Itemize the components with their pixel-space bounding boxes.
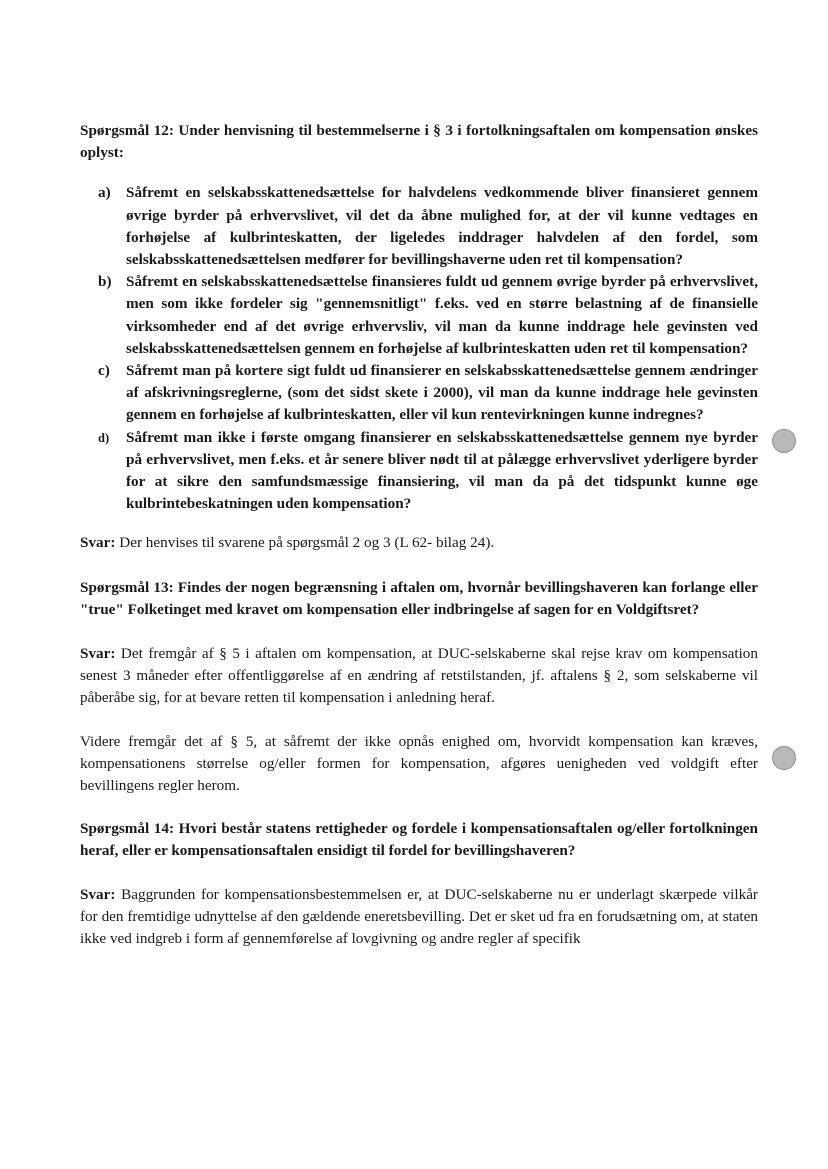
answer-14-text: Baggrunden for kompensationsbestemmelsen er, at DUC-selskaberne nu er underlagt skærpede vilkår for den fremtidige udnyttelse af den gældende eneretsbevilling. Det er sket ud fra en forudsætning om, at staten ikke ved indgreb i form af gennemførelse af lovgivning og andre regler af specifik — [80, 885, 758, 948]
punch-hole-lower — [772, 746, 796, 770]
subquestion-b-text: Såfremt en selskabsskattenedsættelse finansieres fuldt ud gennem øvrige byrder på erhvervslivet, men som ikke fordeler sig "gennemsnitligt" f.eks. ved en større belastning af de finansielle virksomheder end af det øvrige erhvervsliv, vil man da kunne inddrage hele gevinsten ved selskabsskattenedsættelsen gennem en forhøjelse af kulbrinteskatten uden ret til kompensation? — [126, 273, 758, 357]
subquestion-a-text: Såfremt en selskabsskattenedsættelse for halvdelens vedkommende bliver finansieret gennem øvrige byrder på erhvervslivet, vil det da åbne mulighed for, at der vil kunne vedtages en forhøjelse af kulbrinteskatten, der ligeledes inddrager halvdelen af den fordel, som selskabsskattenedsættelsen medfører for bevillingshaverne uden ret til kompensation? — [126, 184, 758, 269]
answer-13-label: Svar: — [80, 645, 116, 663]
subquestion-d-text: Såfremt man ikke i første omgang finansierer en selskabsskattenedsættelse gennem nye byrder på erhvervslivet, men f.eks. et år senere bliver nødt til at pålægge erhvervslivet yderligere byrder for at sikre den samfundsmæssige finansiering, vil man da på det tidspunkt kunne øge kulbrintebeskatningen uden kompensation? — [126, 428, 758, 513]
question-13 — [80, 577, 758, 621]
question-12-text: Under henvisning til bestemmelserne i § 3 i fortolkningsaftalen om kompensation ønskes oplyst: — [80, 122, 758, 162]
answer-14 — [80, 884, 758, 951]
question-12-subquestions — [80, 182, 758, 515]
subquestion-c — [80, 360, 758, 427]
question-14-label: Spørgsmål 14: — [80, 820, 175, 838]
answer-14-label: Svar: — [80, 885, 116, 903]
subquestion-b-letter: b) — [98, 273, 112, 291]
question-14-text: Hvori består statens rettigheder og fordele i kompensationsaftalen og/eller fortolkningen heraf, eller er kompensationsaftalen ensidigt til fordel for bevillingshaveren? — [80, 820, 758, 860]
subquestion-d-letter: d) — [98, 430, 110, 445]
question-12-label: Spørgsmål 12: — [80, 122, 174, 139]
answer-12-label: Svar: — [80, 534, 116, 552]
punch-hole-upper — [772, 429, 796, 453]
subquestion-c-letter: c) — [98, 362, 110, 380]
answer-12-text: Der henvises til svarene på spørgsmål 2 og 3 (L 62- bilag 24). — [115, 534, 495, 552]
answer-13 — [80, 643, 758, 710]
subquestion-b — [80, 271, 758, 360]
document-body — [80, 120, 758, 950]
subquestion-a-letter: a) — [98, 184, 111, 202]
question-13-label: Spørgsmål 13: — [80, 578, 174, 596]
question-13-text: Findes der nogen begrænsning i aftalen om, hvornår bevillingshaveren kan forlange eller "true" Folketinget med kravet om kompensation eller indbringelse af sagen for en Voldgiftsret? — [80, 578, 758, 618]
answer-13-continued-text: Videre fremgår det af § 5, at såfremt der ikke opnås enighed om, hvorvidt kompensation kan kræves, kompensationens størrelse og/eller formen for kompensation, afgøres uenigheden ved voldgift efter bevillingens regler herom. — [80, 732, 758, 795]
answer-13-text: Det fremgår af § 5 i aftalen om kompensation, at DUC-selskaberne skal rejse krav om kompensation senest 3 måneder efter offentliggørelse af en ændring af retstilstanden, jf. aftalens § 2, som selskaberne vil påberåbe sig, for at bevare retten til kompensation i anledning heraf. — [80, 645, 758, 707]
question-12 — [80, 120, 758, 164]
subquestion-c-text: Såfremt man på kortere sigt fuldt ud finansierer en selskabsskattenedsættelse gennem ændringer af afskrivningsreglerne, (som det sidst skete i 2000), vil man da kunne inddrage hele gevinsten gennem en forhøjelse af kulbrinteskatten, eller vil kun rentevirkningen kunne indregnes? — [126, 362, 758, 424]
subquestion-d — [80, 427, 758, 516]
answer-13-continued — [80, 731, 758, 798]
question-14 — [80, 818, 758, 862]
subquestion-a — [80, 182, 758, 271]
answer-12 — [80, 532, 758, 554]
